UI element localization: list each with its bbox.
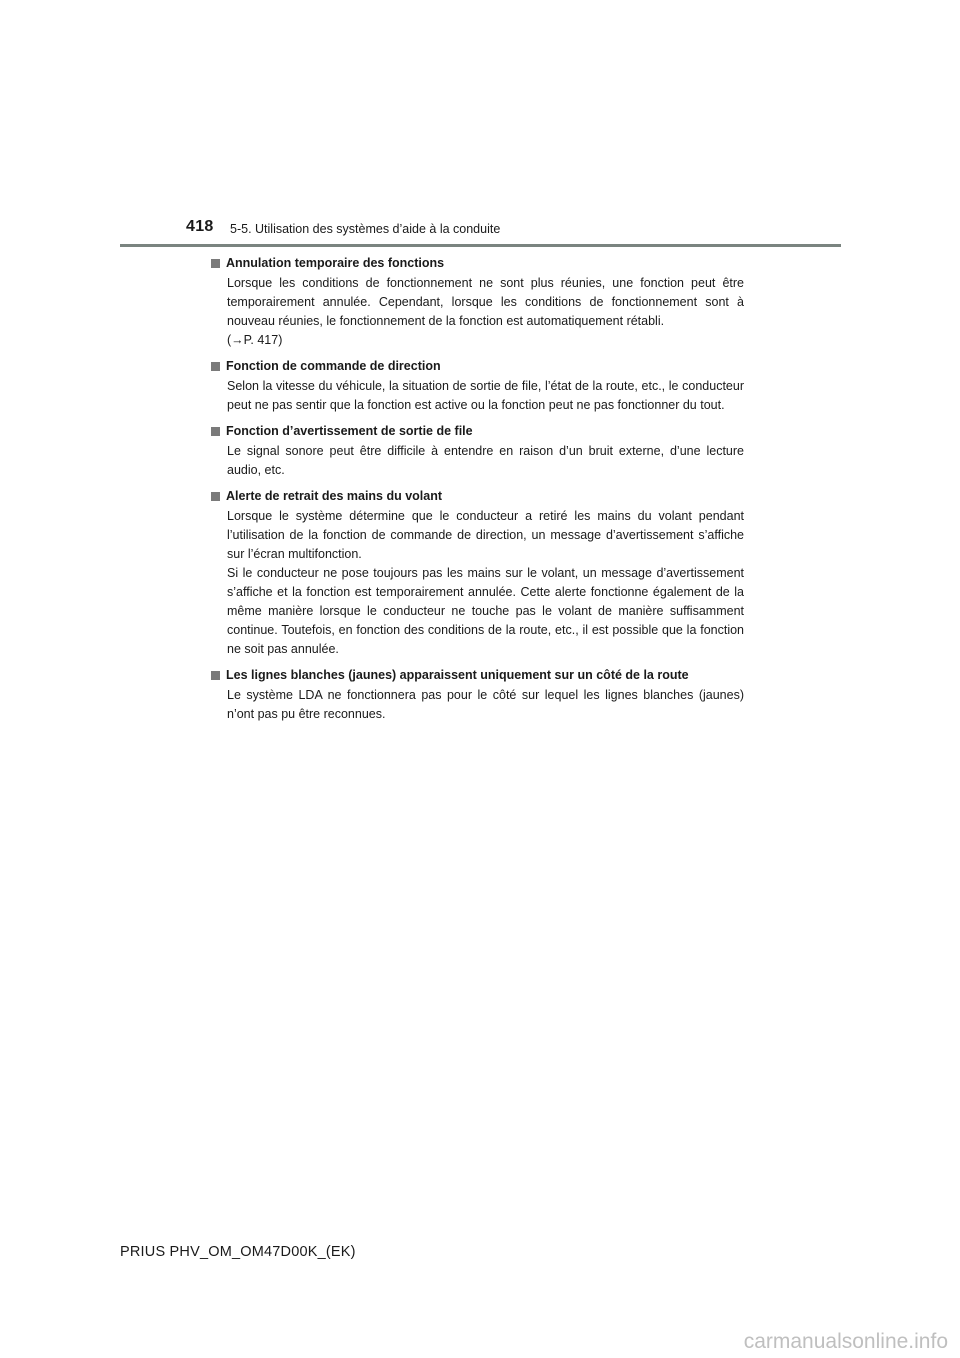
note-heading: [211, 254, 744, 273]
note-paragraph: Le signal sonore peut être difficile à entendre en raison d’un bruit externe, d’une lecture audio, etc.: [227, 444, 744, 477]
note-item-hands-off-alert: [211, 487, 744, 659]
note-paragraph: Selon la vitesse du véhicule, la situation de sortie de file, l’état de la route, etc., le conducteur peut ne pas sentir que la fonction est active ou la fonction peut ne pas fonctionner du tout.: [227, 379, 744, 412]
square-bullet-icon: [211, 492, 220, 501]
page-reference: (→P. 417): [227, 333, 283, 347]
note-heading: [211, 487, 744, 506]
square-bullet-icon: [211, 362, 220, 371]
watermark: carmanualsonline.info: [743, 1330, 948, 1353]
square-bullet-icon: [211, 671, 220, 680]
note-heading: [211, 422, 744, 441]
note-paragraph: Le système LDA ne fonctionnera pas pour le côté sur lequel les lignes blanches (jaunes) n’ont pas pu être reconnues.: [227, 688, 744, 721]
note-item-temporary-cancel: [211, 254, 744, 350]
note-item-steering-control: [211, 357, 744, 415]
page-number: 418: [186, 218, 214, 235]
square-bullet-icon: [211, 259, 220, 268]
content-body: [211, 254, 744, 731]
square-bullet-icon: [211, 427, 220, 436]
header-divider: [120, 244, 841, 247]
note-heading-text: Fonction d’avertissement de sortie de file: [226, 424, 473, 438]
note-paragraph: Si le conducteur ne pose toujours pas les mains sur le volant, un message d’avertissement s’affiche et la fonction est temporairement annulée. Cette alerte fonctionne également de la même manière lorsque le conducteur ne touche pas le volant de manière suffisamment continue. Toutefois, en fonction des conditions de la route, etc., il est possible que la fonction ne soit pas annulée.: [227, 566, 744, 656]
note-heading: [211, 357, 744, 376]
note-heading-text: Alerte de retrait des mains du volant: [226, 489, 443, 503]
section-title: 5-5. Utilisation des systèmes d’aide à la conduite: [230, 222, 501, 236]
note-paragraph: Lorsque le système détermine que le conducteur a retiré les mains du volant pendant l’utilisation de la fonction de commande de direction, un message d’avertissement s’affiche sur l’écran multifonction.: [227, 509, 744, 561]
note-item-one-side-lines: [211, 666, 744, 724]
note-item-lane-departure-warning: [211, 422, 744, 480]
note-heading-text: Les lignes blanches (jaunes) apparaissent uniquement sur un côté de la route: [226, 668, 689, 682]
note-heading: [211, 666, 744, 685]
document-code: PRIUS PHV_OM_OM47D00K_(EK): [120, 1244, 356, 1260]
note-paragraph: Lorsque les conditions de fonctionnement ne sont plus réunies, une fonction peut être temporairement annulée. Cependant, lorsque les conditions de fonctionnement sont à nouveau réunies, le fonctionnement de la fonction est automatiquement rétabli.: [227, 276, 744, 328]
note-heading-text: Fonction de commande de direction: [226, 359, 441, 373]
note-heading-text: Annulation temporaire des fonctions: [226, 256, 445, 270]
